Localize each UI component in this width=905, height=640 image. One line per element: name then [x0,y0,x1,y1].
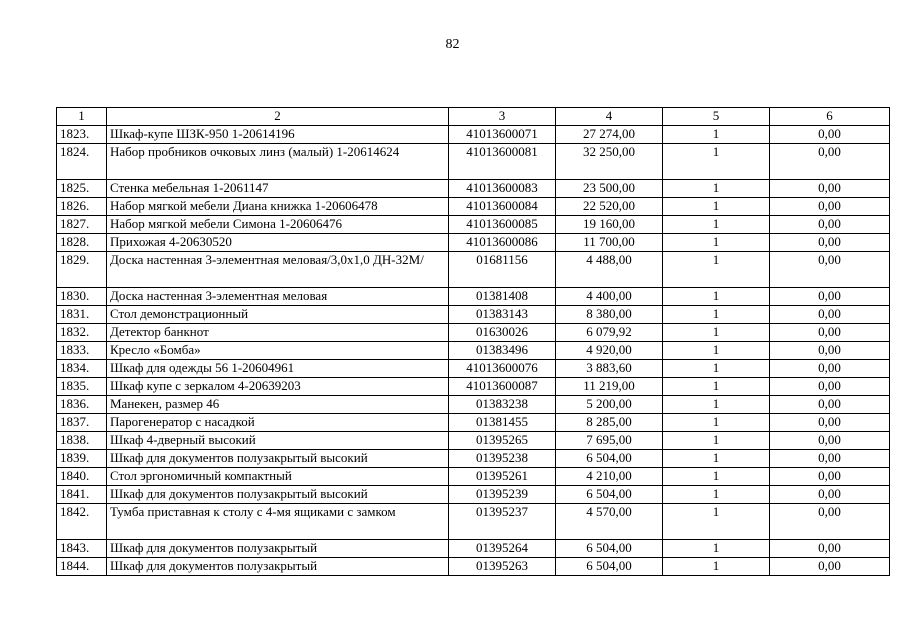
page-number: 82 [445,37,460,52]
inventory-code: 01395264 [449,540,556,558]
item-price: 23 500,00 [556,180,663,198]
item-residual-value: 0,00 [770,342,890,360]
item-name: Шкаф для документов полузакрытый [107,540,449,558]
item-residual-value: 0,00 [770,540,890,558]
inventory-code: 41013600084 [449,198,556,216]
item-quantity: 1 [663,468,770,486]
row-number: 1833. [57,342,107,360]
table-row [57,468,890,486]
table-row [57,432,890,450]
item-quantity: 1 [663,486,770,504]
inventory-code: 01395238 [449,450,556,468]
item-price: 6 504,00 [556,540,663,558]
item-residual-value: 0,00 [770,450,890,468]
row-number: 1834. [57,360,107,378]
item-price: 5 200,00 [556,396,663,414]
item-residual-value: 0,00 [770,252,890,288]
item-quantity: 1 [663,306,770,324]
column-header-1: 1 [57,108,107,126]
item-name: Манекен, размер 46 [107,396,449,414]
inventory-code: 01383496 [449,342,556,360]
item-quantity: 1 [663,540,770,558]
row-number: 1844. [57,558,107,576]
item-name: Стенка мебельная 1-2061147 [107,180,449,198]
table-row [57,198,890,216]
column-header-5: 5 [663,108,770,126]
inventory-code: 41013600085 [449,216,556,234]
item-price: 6 504,00 [556,558,663,576]
row-number: 1842. [57,504,107,540]
table-row [57,180,890,198]
inventory-code: 01395239 [449,486,556,504]
table-row [57,216,890,234]
item-quantity: 1 [663,360,770,378]
item-quantity: 1 [663,216,770,234]
item-name: Стол эргономичный компактный [107,468,449,486]
item-name: Детектор банкнот [107,324,449,342]
item-quantity: 1 [663,342,770,360]
item-price: 6 504,00 [556,486,663,504]
item-residual-value: 0,00 [770,396,890,414]
row-number: 1830. [57,288,107,306]
table-row [57,324,890,342]
item-residual-value: 0,00 [770,360,890,378]
item-name: Доска настенная 3-элементная меловая [107,288,449,306]
item-name: Парогенератор с насадкой [107,414,449,432]
item-quantity: 1 [663,432,770,450]
item-residual-value: 0,00 [770,486,890,504]
inventory-code: 01381455 [449,414,556,432]
row-number: 1828. [57,234,107,252]
item-name: Кресло «Бомба» [107,342,449,360]
item-price: 11 700,00 [556,234,663,252]
column-header-6: 6 [770,108,890,126]
item-residual-value: 0,00 [770,504,890,540]
table-row [57,558,890,576]
row-number: 1832. [57,324,107,342]
item-quantity: 1 [663,234,770,252]
item-name: Шкаф 4-дверный высокий [107,432,449,450]
table-row [57,414,890,432]
item-residual-value: 0,00 [770,216,890,234]
item-name: Шкаф для документов полузакрытый высокий [107,486,449,504]
item-price: 6 079,92 [556,324,663,342]
table-row [57,306,890,324]
table-row [57,234,890,252]
inventory-code: 01383238 [449,396,556,414]
row-number: 1840. [57,468,107,486]
inventory-code: 01395265 [449,432,556,450]
item-price: 8 285,00 [556,414,663,432]
item-quantity: 1 [663,288,770,306]
item-residual-value: 0,00 [770,198,890,216]
item-name: Набор мягкой мебели Диана книжка 1-20606478 [107,198,449,216]
table-row [57,252,890,288]
inventory-code: 41013600076 [449,360,556,378]
item-quantity: 1 [663,378,770,396]
inventory-code: 01395261 [449,468,556,486]
item-name: Стол демонстрационный [107,306,449,324]
item-residual-value: 0,00 [770,324,890,342]
inventory-code: 01383143 [449,306,556,324]
table-row [57,126,890,144]
item-name: Шкаф купе с зеркалом 4-20639203 [107,378,449,396]
item-residual-value: 0,00 [770,432,890,450]
item-price: 4 210,00 [556,468,663,486]
item-name: Тумба приставная к столу с 4-мя ящиками с замком [107,504,449,540]
item-name: Набор пробников очковых линз (малый) 1-20614624 [107,144,449,180]
item-name: Доска настенная 3-элементная меловая/3,0х1,0 ДН-32М/ [107,252,449,288]
item-price: 8 380,00 [556,306,663,324]
inventory-code: 41013600083 [449,180,556,198]
table-row [57,378,890,396]
item-price: 4 920,00 [556,342,663,360]
column-header-4: 4 [556,108,663,126]
column-header-3: 3 [449,108,556,126]
inventory-table [56,107,890,576]
row-number: 1825. [57,180,107,198]
table-row [57,342,890,360]
item-price: 11 219,00 [556,378,663,396]
item-price: 19 160,00 [556,216,663,234]
row-number: 1827. [57,216,107,234]
item-name: Шкаф для документов полузакрытый высокий [107,450,449,468]
table-row [57,288,890,306]
item-name: Прихожая 4-20630520 [107,234,449,252]
inventory-code: 01681156 [449,252,556,288]
row-number: 1839. [57,450,107,468]
item-quantity: 1 [663,324,770,342]
item-quantity: 1 [663,180,770,198]
item-price: 4 400,00 [556,288,663,306]
item-residual-value: 0,00 [770,378,890,396]
item-price: 6 504,00 [556,450,663,468]
item-quantity: 1 [663,450,770,468]
table-row [57,396,890,414]
row-number: 1824. [57,144,107,180]
item-price: 3 883,60 [556,360,663,378]
column-header-2: 2 [107,108,449,126]
inventory-code: 01381408 [449,288,556,306]
row-number: 1837. [57,414,107,432]
item-quantity: 1 [663,198,770,216]
table-row [57,450,890,468]
table-row [57,540,890,558]
item-residual-value: 0,00 [770,288,890,306]
item-residual-value: 0,00 [770,468,890,486]
item-residual-value: 0,00 [770,558,890,576]
item-price: 4 488,00 [556,252,663,288]
item-residual-value: 0,00 [770,144,890,180]
item-price: 27 274,00 [556,126,663,144]
item-residual-value: 0,00 [770,180,890,198]
item-name: Шкаф для одежды 56 1-20604961 [107,360,449,378]
item-name: Шкаф для документов полузакрытый [107,558,449,576]
table-row [57,504,890,540]
table-header-row [57,108,890,126]
inventory-code: 41013600071 [449,126,556,144]
row-number: 1836. [57,396,107,414]
inventory-code: 41013600087 [449,378,556,396]
row-number: 1841. [57,486,107,504]
item-quantity: 1 [663,252,770,288]
inventory-code: 01395237 [449,504,556,540]
item-quantity: 1 [663,504,770,540]
inventory-code: 01630026 [449,324,556,342]
inventory-code: 41013600081 [449,144,556,180]
table-row [57,360,890,378]
item-residual-value: 0,00 [770,306,890,324]
item-quantity: 1 [663,126,770,144]
item-quantity: 1 [663,144,770,180]
item-residual-value: 0,00 [770,126,890,144]
item-price: 7 695,00 [556,432,663,450]
inventory-code: 01395263 [449,558,556,576]
item-price: 4 570,00 [556,504,663,540]
item-name: Шкаф-купе ШЗК-950 1-20614196 [107,126,449,144]
row-number: 1829. [57,252,107,288]
item-price: 22 520,00 [556,198,663,216]
row-number: 1835. [57,378,107,396]
item-quantity: 1 [663,558,770,576]
table-row [57,486,890,504]
item-name: Набор мягкой мебели Симона 1-20606476 [107,216,449,234]
row-number: 1823. [57,126,107,144]
row-number: 1843. [57,540,107,558]
item-quantity: 1 [663,414,770,432]
item-residual-value: 0,00 [770,234,890,252]
row-number: 1826. [57,198,107,216]
item-quantity: 1 [663,396,770,414]
row-number: 1838. [57,432,107,450]
inventory-code: 41013600086 [449,234,556,252]
table-row [57,144,890,180]
row-number: 1831. [57,306,107,324]
item-price: 32 250,00 [556,144,663,180]
item-residual-value: 0,00 [770,414,890,432]
